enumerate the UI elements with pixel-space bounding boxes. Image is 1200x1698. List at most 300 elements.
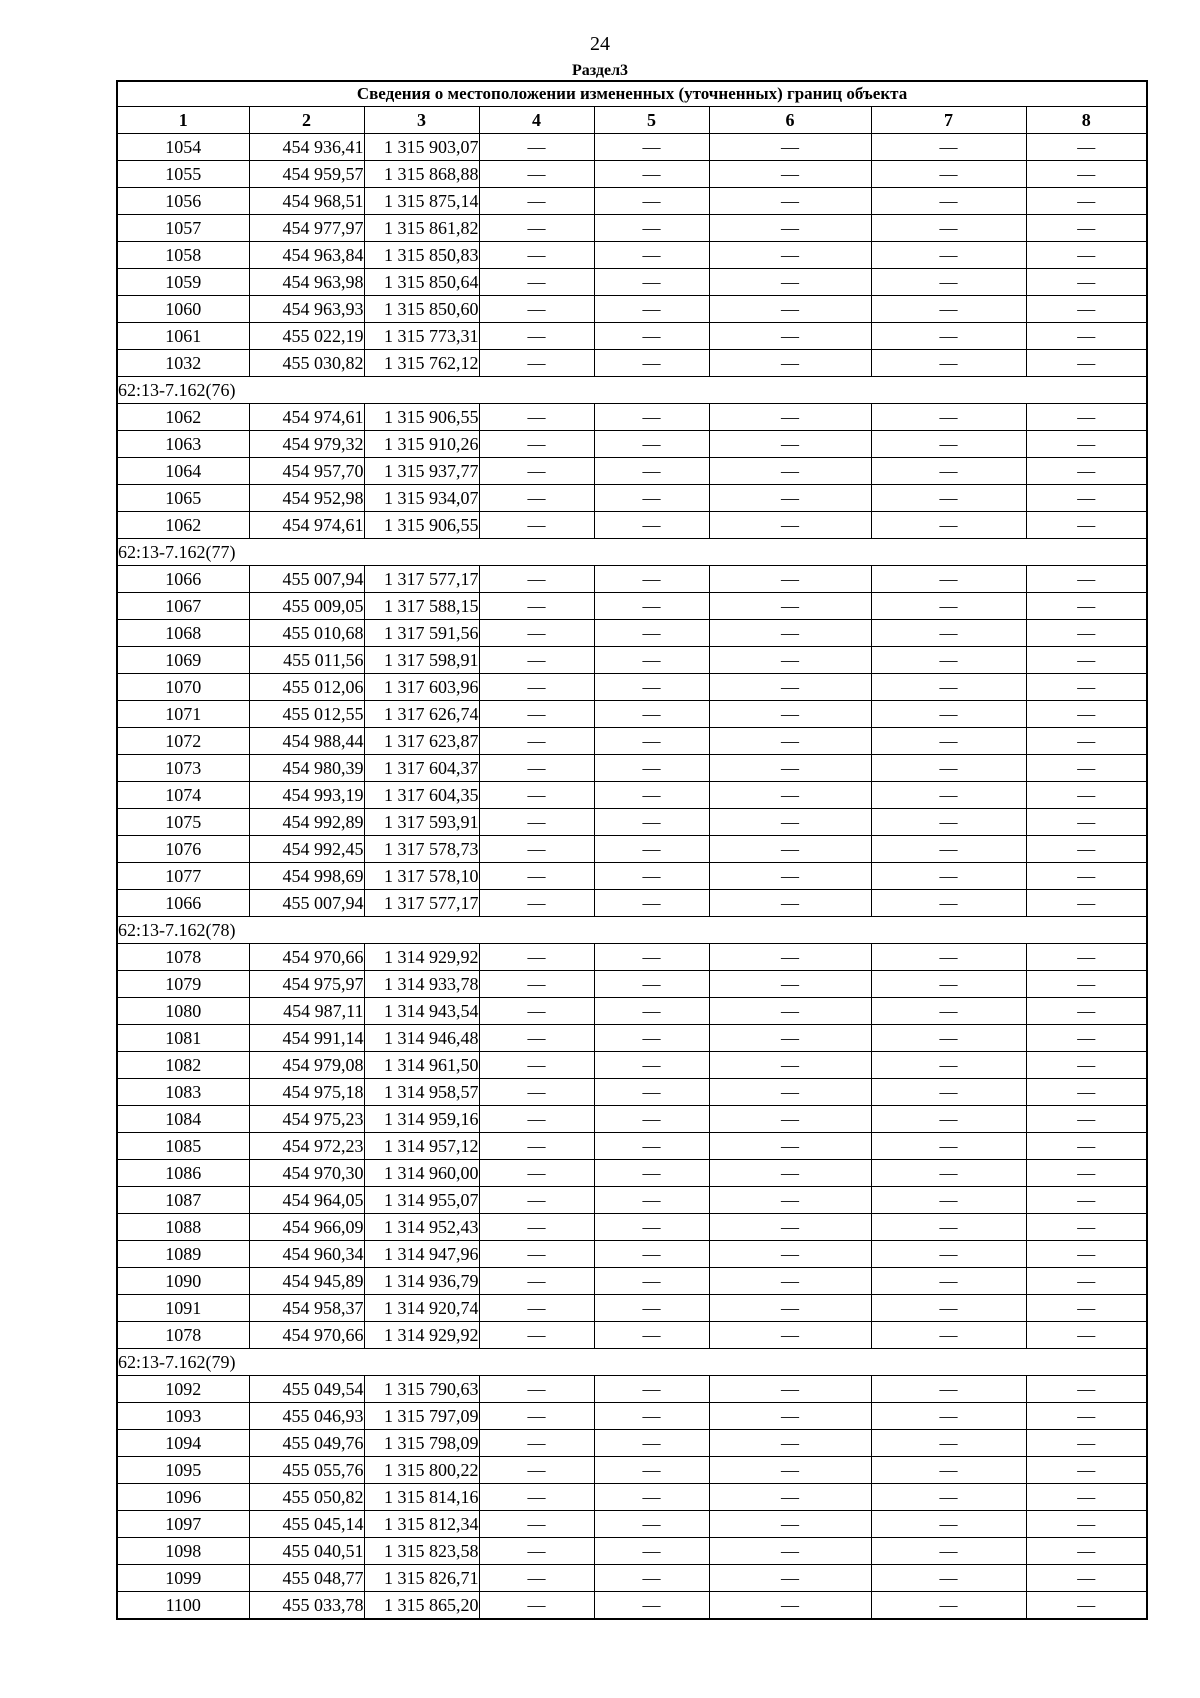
x-coordinate-cell: 454 959,57 — [249, 161, 364, 188]
y-coordinate-cell: 1 314 957,12 — [364, 1133, 479, 1160]
empty-value-cell: — — [479, 1484, 594, 1511]
empty-value-cell: — — [479, 215, 594, 242]
empty-value-cell: — — [594, 1538, 709, 1565]
table-row — [117, 998, 1147, 1025]
empty-value-cell: — — [1026, 296, 1147, 323]
empty-value-cell: — — [709, 728, 871, 755]
empty-value-cell: — — [594, 1052, 709, 1079]
empty-value-cell: — — [709, 269, 871, 296]
x-coordinate-cell: 454 998,69 — [249, 863, 364, 890]
empty-value-cell: — — [1026, 1025, 1147, 1052]
empty-value-cell: — — [479, 1403, 594, 1430]
x-coordinate-cell: 455 050,82 — [249, 1484, 364, 1511]
empty-value-cell: — — [709, 620, 871, 647]
empty-value-cell: — — [1026, 755, 1147, 782]
point-number-cell: 1063 — [117, 431, 249, 458]
x-coordinate-cell: 455 040,51 — [249, 1538, 364, 1565]
empty-value-cell: — — [709, 1106, 871, 1133]
y-coordinate-cell: 1 315 762,12 — [364, 350, 479, 377]
empty-value-cell: — — [709, 323, 871, 350]
x-coordinate-cell: 454 975,97 — [249, 971, 364, 998]
empty-value-cell: — — [871, 593, 1026, 620]
empty-value-cell: — — [1026, 323, 1147, 350]
empty-value-cell: — — [1026, 512, 1147, 539]
x-coordinate-cell: 455 045,14 — [249, 1511, 364, 1538]
empty-value-cell: — — [594, 1295, 709, 1322]
point-number-cell: 1090 — [117, 1268, 249, 1295]
empty-value-cell: — — [479, 458, 594, 485]
empty-value-cell: — — [479, 1187, 594, 1214]
empty-value-cell: — — [709, 809, 871, 836]
x-coordinate-cell: 454 979,08 — [249, 1052, 364, 1079]
table-row — [117, 188, 1147, 215]
group-label: 62:13-7.162(79) — [117, 1349, 1147, 1376]
empty-value-cell: — — [709, 161, 871, 188]
empty-value-cell: — — [871, 1187, 1026, 1214]
x-coordinate-cell: 455 049,54 — [249, 1376, 364, 1403]
table-row — [117, 1403, 1147, 1430]
empty-value-cell: — — [594, 1160, 709, 1187]
empty-value-cell: — — [479, 836, 594, 863]
empty-value-cell: — — [1026, 1133, 1147, 1160]
empty-value-cell: — — [871, 512, 1026, 539]
table-row — [117, 161, 1147, 188]
table-row — [117, 269, 1147, 296]
empty-value-cell: — — [479, 431, 594, 458]
empty-value-cell: — — [709, 1187, 871, 1214]
empty-value-cell: — — [479, 1025, 594, 1052]
x-coordinate-cell: 455 033,78 — [249, 1592, 364, 1620]
point-number-cell: 1068 — [117, 620, 249, 647]
table-row — [117, 1106, 1147, 1133]
empty-value-cell: — — [479, 1376, 594, 1403]
empty-value-cell: — — [709, 1511, 871, 1538]
y-coordinate-cell: 1 315 861,82 — [364, 215, 479, 242]
point-number-cell: 1070 — [117, 674, 249, 701]
y-coordinate-cell: 1 317 593,91 — [364, 809, 479, 836]
y-coordinate-cell: 1 314 952,43 — [364, 1214, 479, 1241]
y-coordinate-cell: 1 314 959,16 — [364, 1106, 479, 1133]
empty-value-cell: — — [479, 242, 594, 269]
empty-value-cell: — — [871, 1511, 1026, 1538]
x-coordinate-cell: 454 988,44 — [249, 728, 364, 755]
empty-value-cell: — — [871, 458, 1026, 485]
point-number-cell: 1078 — [117, 944, 249, 971]
empty-value-cell: — — [1026, 458, 1147, 485]
empty-value-cell: — — [479, 188, 594, 215]
y-coordinate-cell: 1 315 850,60 — [364, 296, 479, 323]
empty-value-cell: — — [1026, 1592, 1147, 1620]
table-row — [117, 620, 1147, 647]
table-row — [117, 674, 1147, 701]
x-coordinate-cell: 454 979,32 — [249, 431, 364, 458]
empty-value-cell: — — [1026, 1187, 1147, 1214]
table-row — [117, 458, 1147, 485]
empty-value-cell: — — [709, 998, 871, 1025]
x-coordinate-cell: 455 009,05 — [249, 593, 364, 620]
empty-value-cell: — — [709, 890, 871, 917]
empty-value-cell: — — [871, 1457, 1026, 1484]
empty-value-cell: — — [479, 755, 594, 782]
x-coordinate-cell: 454 936,41 — [249, 134, 364, 161]
empty-value-cell: — — [594, 728, 709, 755]
y-coordinate-cell: 1 314 933,78 — [364, 971, 479, 998]
empty-value-cell: — — [1026, 1079, 1147, 1106]
y-coordinate-cell: 1 317 577,17 — [364, 890, 479, 917]
empty-value-cell: — — [709, 404, 871, 431]
empty-value-cell: — — [594, 1187, 709, 1214]
table-row — [117, 1592, 1147, 1620]
empty-value-cell: — — [594, 1106, 709, 1133]
x-coordinate-cell: 454 980,39 — [249, 755, 364, 782]
empty-value-cell: — — [594, 701, 709, 728]
empty-value-cell: — — [594, 1268, 709, 1295]
table-row — [117, 1268, 1147, 1295]
y-coordinate-cell: 1 314 936,79 — [364, 1268, 479, 1295]
empty-value-cell: — — [1026, 1106, 1147, 1133]
empty-value-cell: — — [1026, 1322, 1147, 1349]
group-header-row — [117, 539, 1147, 566]
empty-value-cell: — — [594, 215, 709, 242]
table-row — [117, 728, 1147, 755]
empty-value-cell: — — [871, 782, 1026, 809]
x-coordinate-cell: 455 046,93 — [249, 1403, 364, 1430]
empty-value-cell: — — [594, 188, 709, 215]
point-number-cell: 1092 — [117, 1376, 249, 1403]
empty-value-cell: — — [709, 1484, 871, 1511]
point-number-cell: 1073 — [117, 755, 249, 782]
point-number-cell: 1082 — [117, 1052, 249, 1079]
empty-value-cell: — — [479, 1322, 594, 1349]
table-row — [117, 1376, 1147, 1403]
empty-value-cell: — — [594, 404, 709, 431]
y-coordinate-cell: 1 315 797,09 — [364, 1403, 479, 1430]
x-coordinate-cell: 454 945,89 — [249, 1268, 364, 1295]
empty-value-cell: — — [594, 836, 709, 863]
table-row — [117, 431, 1147, 458]
empty-value-cell: — — [871, 161, 1026, 188]
table-row — [117, 593, 1147, 620]
x-coordinate-cell: 454 977,97 — [249, 215, 364, 242]
table-row — [117, 1025, 1147, 1052]
empty-value-cell: — — [871, 1376, 1026, 1403]
point-number-cell: 1062 — [117, 404, 249, 431]
empty-value-cell: — — [594, 431, 709, 458]
x-coordinate-cell: 455 048,77 — [249, 1565, 364, 1592]
x-coordinate-cell: 454 975,23 — [249, 1106, 364, 1133]
empty-value-cell: — — [479, 782, 594, 809]
x-coordinate-cell: 454 968,51 — [249, 188, 364, 215]
y-coordinate-cell: 1 317 623,87 — [364, 728, 479, 755]
empty-value-cell: — — [1026, 863, 1147, 890]
empty-value-cell: — — [709, 215, 871, 242]
empty-value-cell: — — [479, 485, 594, 512]
y-coordinate-cell: 1 315 823,58 — [364, 1538, 479, 1565]
table-caption: Сведения о местоположении измененных (уточненных) границ объекта — [117, 81, 1147, 107]
empty-value-cell: — — [1026, 836, 1147, 863]
empty-value-cell: — — [594, 782, 709, 809]
point-number-cell: 1081 — [117, 1025, 249, 1052]
empty-value-cell: — — [594, 350, 709, 377]
x-coordinate-cell: 454 952,98 — [249, 485, 364, 512]
table-row — [117, 1457, 1147, 1484]
empty-value-cell: — — [594, 485, 709, 512]
empty-value-cell: — — [871, 647, 1026, 674]
y-coordinate-cell: 1 315 934,07 — [364, 485, 479, 512]
column-header: 4 — [479, 107, 594, 134]
empty-value-cell: — — [479, 512, 594, 539]
x-coordinate-cell: 455 012,06 — [249, 674, 364, 701]
point-number-cell: 1060 — [117, 296, 249, 323]
table-row — [117, 836, 1147, 863]
empty-value-cell: — — [1026, 242, 1147, 269]
empty-value-cell: — — [709, 1133, 871, 1160]
empty-value-cell: — — [479, 1052, 594, 1079]
coordinates-table — [116, 80, 1148, 1620]
table-row — [117, 1295, 1147, 1322]
empty-value-cell: — — [709, 836, 871, 863]
empty-value-cell: — — [871, 836, 1026, 863]
empty-value-cell: — — [594, 890, 709, 917]
table-row — [117, 1079, 1147, 1106]
table-row — [117, 134, 1147, 161]
empty-value-cell: — — [1026, 971, 1147, 998]
empty-value-cell: — — [871, 1214, 1026, 1241]
empty-value-cell: — — [1026, 566, 1147, 593]
empty-value-cell: — — [871, 1133, 1026, 1160]
empty-value-cell: — — [479, 350, 594, 377]
column-header: 1 — [117, 107, 249, 134]
table-row — [117, 1430, 1147, 1457]
empty-value-cell: — — [1026, 350, 1147, 377]
empty-value-cell: — — [1026, 647, 1147, 674]
y-coordinate-cell: 1 317 577,17 — [364, 566, 479, 593]
group-label: 62:13-7.162(76) — [117, 377, 1147, 404]
empty-value-cell: — — [871, 620, 1026, 647]
empty-value-cell: — — [594, 323, 709, 350]
empty-value-cell: — — [594, 1592, 709, 1620]
empty-value-cell: — — [594, 971, 709, 998]
empty-value-cell: — — [1026, 1376, 1147, 1403]
y-coordinate-cell: 1 317 598,91 — [364, 647, 479, 674]
empty-value-cell: — — [709, 458, 871, 485]
point-number-cell: 1072 — [117, 728, 249, 755]
point-number-cell: 1067 — [117, 593, 249, 620]
empty-value-cell: — — [871, 1538, 1026, 1565]
empty-value-cell: — — [479, 593, 594, 620]
x-coordinate-cell: 454 993,19 — [249, 782, 364, 809]
point-number-cell: 1066 — [117, 890, 249, 917]
table-row — [117, 647, 1147, 674]
empty-value-cell: — — [479, 944, 594, 971]
empty-value-cell: — — [709, 1079, 871, 1106]
empty-value-cell: — — [594, 809, 709, 836]
y-coordinate-cell: 1 315 937,77 — [364, 458, 479, 485]
empty-value-cell: — — [709, 1592, 871, 1620]
empty-value-cell: — — [594, 296, 709, 323]
empty-value-cell: — — [709, 188, 871, 215]
empty-value-cell: — — [709, 647, 871, 674]
y-coordinate-cell: 1 314 947,96 — [364, 1241, 479, 1268]
group-label: 62:13-7.162(78) — [117, 917, 1147, 944]
empty-value-cell: — — [709, 755, 871, 782]
empty-value-cell: — — [709, 485, 871, 512]
empty-value-cell: — — [709, 296, 871, 323]
empty-value-cell: — — [871, 242, 1026, 269]
empty-value-cell: — — [871, 1565, 1026, 1592]
empty-value-cell: — — [479, 1241, 594, 1268]
empty-value-cell: — — [594, 1511, 709, 1538]
x-coordinate-cell: 454 960,34 — [249, 1241, 364, 1268]
empty-value-cell: — — [709, 566, 871, 593]
x-coordinate-cell: 454 987,11 — [249, 998, 364, 1025]
y-coordinate-cell: 1 317 591,56 — [364, 620, 479, 647]
empty-value-cell: — — [594, 1133, 709, 1160]
table-row — [117, 890, 1147, 917]
y-coordinate-cell: 1 315 850,83 — [364, 242, 479, 269]
point-number-cell: 1058 — [117, 242, 249, 269]
point-number-cell: 1095 — [117, 1457, 249, 1484]
y-coordinate-cell: 1 314 960,00 — [364, 1160, 479, 1187]
empty-value-cell: — — [1026, 1511, 1147, 1538]
point-number-cell: 1080 — [117, 998, 249, 1025]
column-header: 2 — [249, 107, 364, 134]
point-number-cell: 1056 — [117, 188, 249, 215]
empty-value-cell: — — [594, 1025, 709, 1052]
table-row — [117, 323, 1147, 350]
y-coordinate-cell: 1 317 626,74 — [364, 701, 479, 728]
empty-value-cell: — — [871, 755, 1026, 782]
table-row — [117, 701, 1147, 728]
y-coordinate-cell: 1 315 798,09 — [364, 1430, 479, 1457]
empty-value-cell: — — [709, 1052, 871, 1079]
empty-value-cell: — — [709, 593, 871, 620]
empty-value-cell: — — [871, 998, 1026, 1025]
empty-value-cell: — — [871, 215, 1026, 242]
empty-value-cell: — — [871, 566, 1026, 593]
empty-value-cell: — — [1026, 944, 1147, 971]
empty-value-cell: — — [479, 1511, 594, 1538]
y-coordinate-cell: 1 314 958,57 — [364, 1079, 479, 1106]
empty-value-cell: — — [594, 674, 709, 701]
point-number-cell: 1076 — [117, 836, 249, 863]
empty-value-cell: — — [871, 296, 1026, 323]
empty-value-cell: — — [709, 1268, 871, 1295]
empty-value-cell: — — [871, 971, 1026, 998]
x-coordinate-cell: 455 007,94 — [249, 890, 364, 917]
empty-value-cell: — — [1026, 998, 1147, 1025]
y-coordinate-cell: 1 317 578,73 — [364, 836, 479, 863]
empty-value-cell: — — [709, 1160, 871, 1187]
empty-value-cell: — — [1026, 782, 1147, 809]
x-coordinate-cell: 454 974,61 — [249, 512, 364, 539]
empty-value-cell: — — [594, 1241, 709, 1268]
y-coordinate-cell: 1 317 604,37 — [364, 755, 479, 782]
empty-value-cell: — — [1026, 674, 1147, 701]
group-header-row — [117, 1349, 1147, 1376]
empty-value-cell: — — [479, 674, 594, 701]
point-number-cell: 1093 — [117, 1403, 249, 1430]
table-row — [117, 863, 1147, 890]
empty-value-cell: — — [871, 1403, 1026, 1430]
table-body — [117, 134, 1147, 1620]
column-header: 8 — [1026, 107, 1147, 134]
group-label: 62:13-7.162(77) — [117, 539, 1147, 566]
y-coordinate-cell: 1 314 920,74 — [364, 1295, 479, 1322]
x-coordinate-cell: 454 970,66 — [249, 944, 364, 971]
empty-value-cell: — — [871, 485, 1026, 512]
empty-value-cell: — — [1026, 161, 1147, 188]
table-row — [117, 1241, 1147, 1268]
empty-value-cell: — — [594, 998, 709, 1025]
column-header: 3 — [364, 107, 479, 134]
empty-value-cell: — — [709, 1430, 871, 1457]
table-row — [117, 809, 1147, 836]
table-row — [117, 566, 1147, 593]
empty-value-cell: — — [594, 944, 709, 971]
empty-value-cell: — — [1026, 701, 1147, 728]
empty-value-cell: — — [1026, 1457, 1147, 1484]
empty-value-cell: — — [871, 1484, 1026, 1511]
table-row — [117, 350, 1147, 377]
empty-value-cell: — — [871, 1268, 1026, 1295]
x-coordinate-cell: 454 991,14 — [249, 1025, 364, 1052]
table-row — [117, 1133, 1147, 1160]
empty-value-cell: — — [709, 863, 871, 890]
y-coordinate-cell: 1 315 865,20 — [364, 1592, 479, 1620]
empty-value-cell: — — [1026, 1430, 1147, 1457]
empty-value-cell: — — [871, 863, 1026, 890]
point-number-cell: 1077 — [117, 863, 249, 890]
y-coordinate-cell: 1 317 588,15 — [364, 593, 479, 620]
table-row — [117, 485, 1147, 512]
empty-value-cell: — — [871, 431, 1026, 458]
empty-value-cell: — — [1026, 134, 1147, 161]
y-coordinate-cell: 1 314 946,48 — [364, 1025, 479, 1052]
point-number-cell: 1089 — [117, 1241, 249, 1268]
column-header: 5 — [594, 107, 709, 134]
empty-value-cell: — — [871, 269, 1026, 296]
empty-value-cell: — — [709, 242, 871, 269]
empty-value-cell: — — [594, 755, 709, 782]
y-coordinate-cell: 1 315 906,55 — [364, 512, 479, 539]
point-number-cell: 1096 — [117, 1484, 249, 1511]
x-coordinate-cell: 455 030,82 — [249, 350, 364, 377]
y-coordinate-cell: 1 315 875,14 — [364, 188, 479, 215]
empty-value-cell: — — [594, 1322, 709, 1349]
x-coordinate-cell: 454 992,45 — [249, 836, 364, 863]
empty-value-cell: — — [871, 890, 1026, 917]
point-number-cell: 1088 — [117, 1214, 249, 1241]
x-coordinate-cell: 455 011,56 — [249, 647, 364, 674]
empty-value-cell: — — [594, 134, 709, 161]
empty-value-cell: — — [871, 701, 1026, 728]
empty-value-cell: — — [1026, 1484, 1147, 1511]
empty-value-cell: — — [479, 890, 594, 917]
empty-value-cell: — — [871, 134, 1026, 161]
point-number-cell: 1084 — [117, 1106, 249, 1133]
empty-value-cell: — — [1026, 404, 1147, 431]
y-coordinate-cell: 1 315 826,71 — [364, 1565, 479, 1592]
y-coordinate-cell: 1 315 850,64 — [364, 269, 479, 296]
x-coordinate-cell: 454 992,89 — [249, 809, 364, 836]
y-coordinate-cell: 1 314 943,54 — [364, 998, 479, 1025]
empty-value-cell: — — [1026, 1538, 1147, 1565]
empty-value-cell: — — [709, 1322, 871, 1349]
y-coordinate-cell: 1 315 910,26 — [364, 431, 479, 458]
empty-value-cell: — — [709, 782, 871, 809]
table-row — [117, 782, 1147, 809]
